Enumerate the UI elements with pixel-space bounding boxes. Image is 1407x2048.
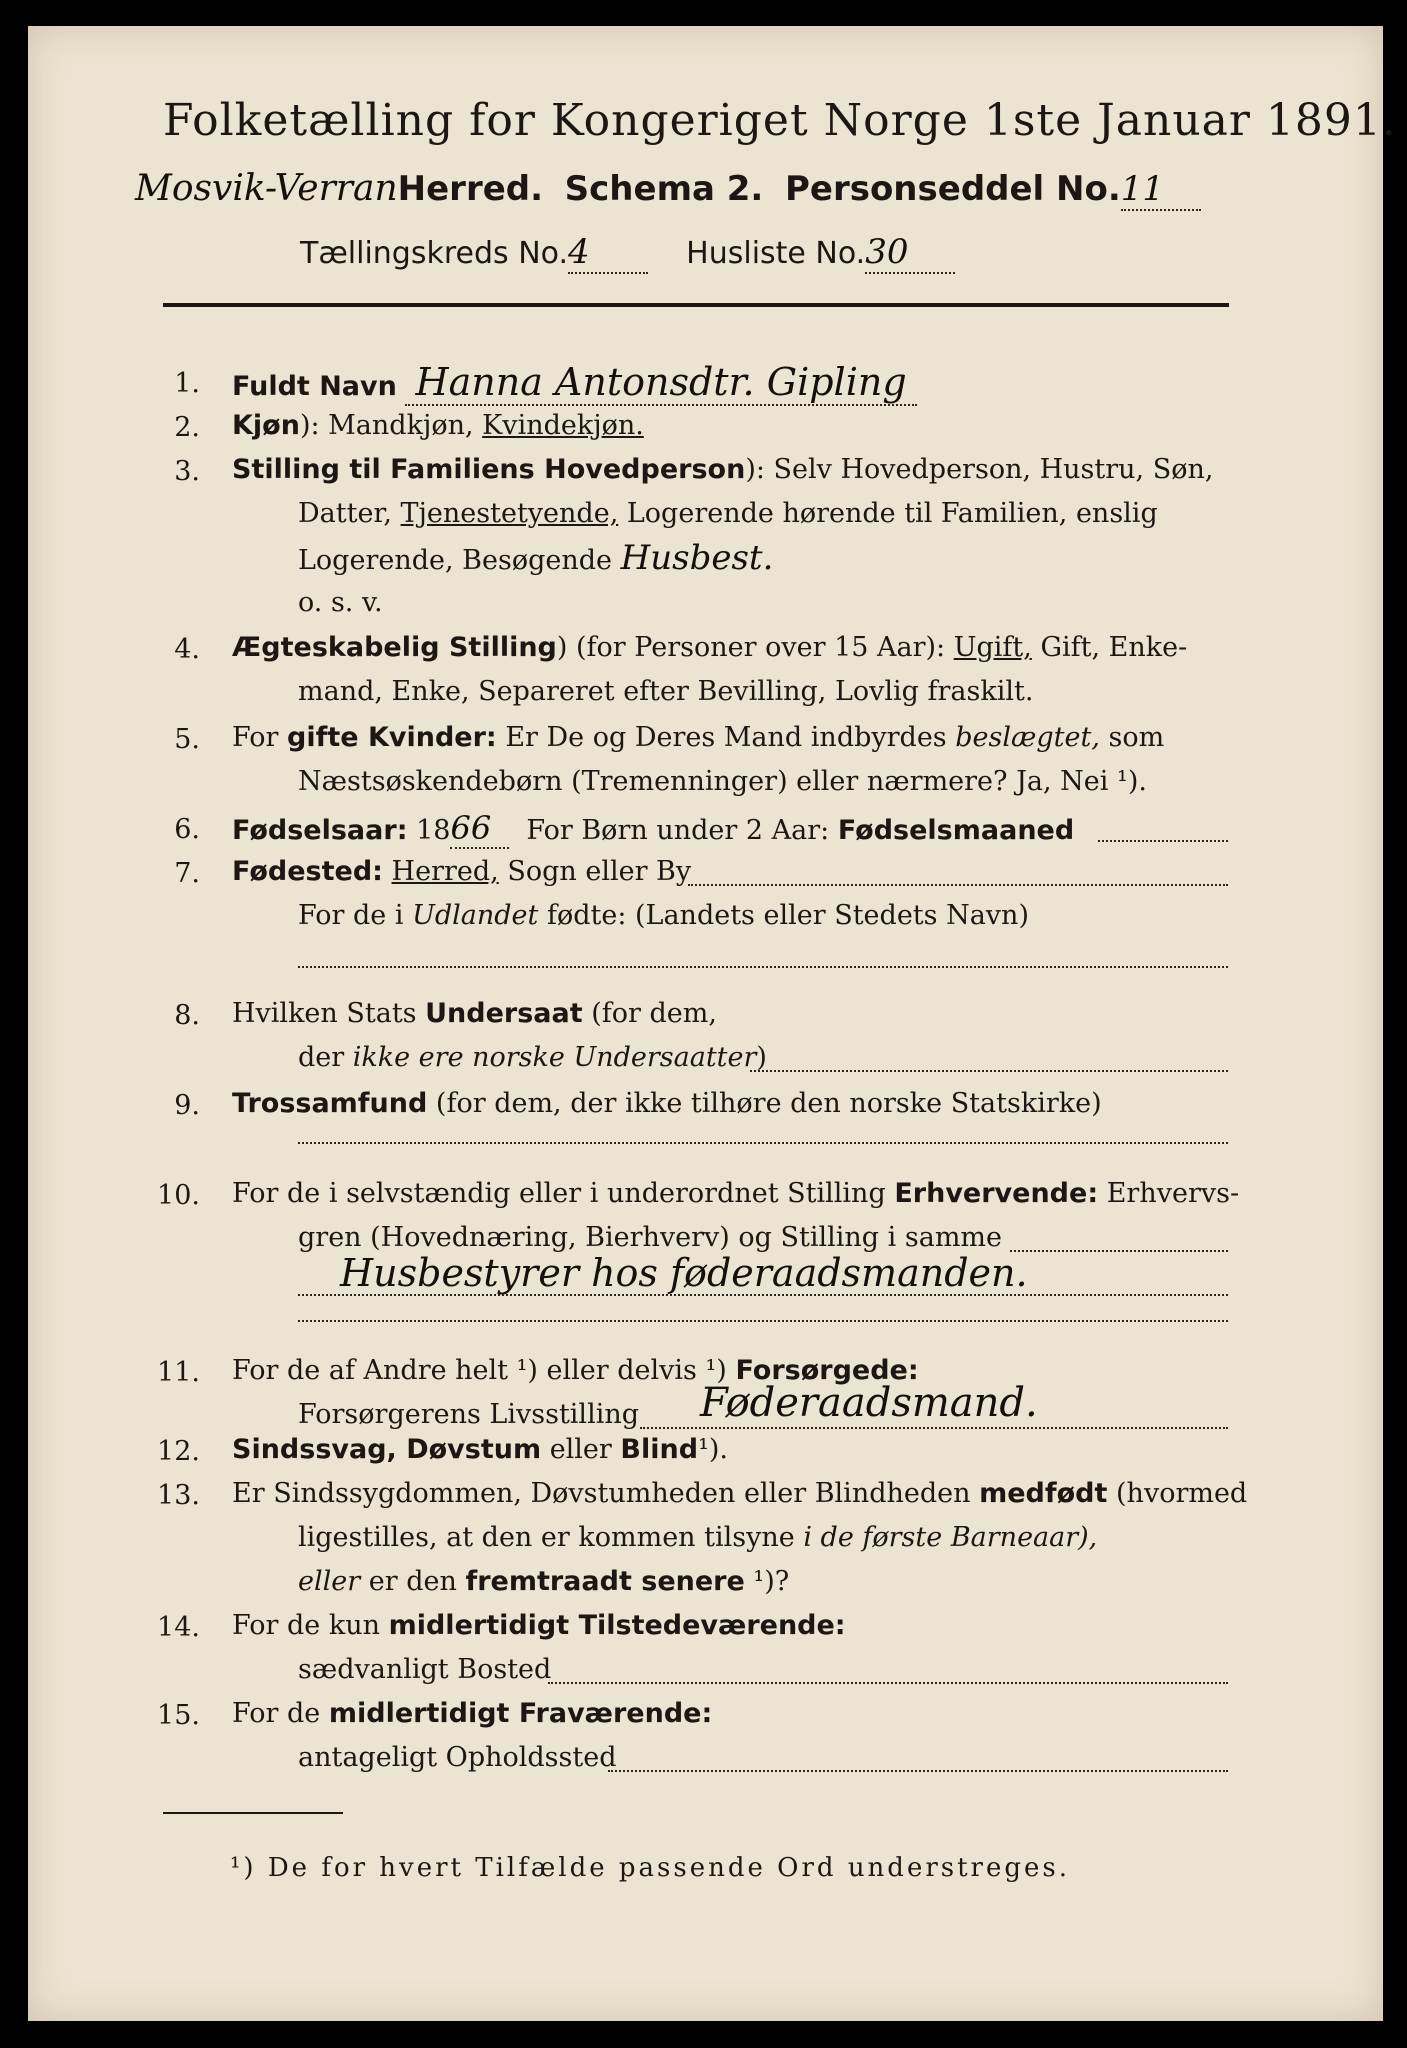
- field-text: eller: [549, 1434, 612, 1465]
- field-text: (for dem,: [591, 998, 717, 1029]
- item-number: 4.: [174, 634, 200, 665]
- item-congenital-line3: [298, 1562, 789, 1602]
- footnote: ¹) De for hvert Tilfælde passende Ord understreges.: [230, 1853, 1071, 1883]
- field-text: For de i: [298, 900, 404, 931]
- field-label: gifte Kvinder:: [287, 722, 497, 753]
- dotted-fill-line: [1010, 1250, 1228, 1252]
- item-married-women: [232, 718, 1164, 758]
- field-label: Sindssvag, Døvstum: [232, 1434, 542, 1465]
- field-text: Er Sindssygdommen, Døvstumheden eller Blindheden: [232, 1478, 971, 1509]
- field-text: For de kun: [232, 1610, 380, 1641]
- item-number: 15.: [157, 1700, 200, 1731]
- dotted-fill-line: [688, 884, 1228, 886]
- field-text: (for dem, der ikke tilhøre den norske Statskirke): [435, 1088, 1102, 1119]
- field-label: Fødselsaar:: [232, 815, 408, 846]
- header-rule: [163, 303, 1229, 307]
- field-label: Fødested:: [232, 856, 383, 887]
- field-text: ): Selv Hovedperson, Hustru, Søn,: [745, 454, 1214, 485]
- field-text: Næstsøskendebørn (Tremenninger) eller nærmere? Ja, Nei ¹).: [298, 766, 1147, 797]
- field-text: gren (Hovednæring, Bierhverv) og Stilling i samme: [298, 1222, 1003, 1253]
- field-text: Logerende hørende til Familien, enslig: [626, 498, 1158, 529]
- field-text: For: [232, 722, 279, 753]
- item-number: 8.: [174, 1000, 200, 1031]
- field-label: Erhvervende:: [894, 1178, 1099, 1209]
- birth-year-answer: 66: [450, 809, 509, 849]
- field-text: For de: [232, 1698, 321, 1729]
- item-temporary-present: [232, 1606, 846, 1646]
- field-text: ¹).: [698, 1434, 729, 1465]
- field-text: fødte: (Landets eller Stedets Navn): [546, 900, 1029, 931]
- item-birthplace: [232, 852, 691, 892]
- item-number: 7.: [174, 858, 200, 889]
- dotted-fill-line: [298, 1294, 1228, 1296]
- item-congenital: [232, 1474, 1247, 1514]
- item-citizenship: [232, 994, 717, 1034]
- herred-handwritten: Mosvik-Verran: [135, 168, 398, 209]
- underlined-choice: Tjenestetyende,: [400, 498, 619, 529]
- occupation-answer: Husbestyrer hos føderaadsmanden.: [340, 1251, 1028, 1295]
- field-text: Er De og Deres Mand indbyrdes: [505, 722, 947, 753]
- field-text: der: [298, 1042, 345, 1073]
- field-text: For de af Andre helt ¹) eller delvis ¹): [232, 1355, 727, 1386]
- field-text-italic: eller: [298, 1566, 361, 1597]
- field-text: antageligt Opholdssted: [298, 1742, 617, 1773]
- field-text: Gift, Enke-: [1040, 632, 1188, 663]
- field-text: Logerende, Besøgende: [298, 545, 612, 576]
- item-family-position-line3: [298, 538, 773, 581]
- field-label: Kjøn: [232, 410, 300, 441]
- kreds-line: [300, 232, 955, 274]
- field-text: Forsørgerens Livsstilling: [298, 1399, 640, 1430]
- item-marital-status: [232, 628, 1187, 668]
- dotted-fill-line: [1098, 840, 1228, 842]
- field-text: sædvanligt Bosted: [298, 1654, 552, 1685]
- dotted-fill-line: [298, 1142, 1228, 1144]
- item-family-position-line2: [298, 494, 1158, 534]
- field-text-italic: i de første Barneaar),: [803, 1522, 1098, 1553]
- field-text: (hvormed: [1116, 1478, 1248, 1509]
- item-number: 12.: [157, 1436, 200, 1467]
- husliste-number: 30: [865, 232, 955, 274]
- field-label: Undersaat: [425, 998, 583, 1029]
- field-text: ) (for Personer over 15 Aar):: [556, 632, 946, 663]
- field-label: Ægteskabelig Stilling: [232, 632, 557, 663]
- field-text: Sogn eller By: [507, 856, 692, 887]
- husliste-label: Husliste No.: [686, 236, 866, 271]
- item-number: 10.: [157, 1180, 200, 1211]
- item-number: 3.: [174, 456, 200, 487]
- field-text: Erhvervs-: [1106, 1178, 1240, 1209]
- field-text-italic: beslægtet,: [955, 722, 1100, 753]
- field-text: Datter,: [298, 498, 392, 529]
- dotted-fill-line: [298, 966, 1228, 968]
- item-number: 11.: [157, 1357, 200, 1388]
- item-number: 13.: [157, 1480, 200, 1511]
- field-label: Fødselsmaaned: [837, 815, 1075, 846]
- item-birthplace-line2: [298, 896, 1029, 936]
- field-text: For Børn under 2 Aar:: [526, 815, 830, 846]
- personseddel-number: 11: [1121, 169, 1201, 211]
- field-text: mand, Enke, Separeret efter Bevilling, Lovlig fraskilt.: [298, 676, 1034, 707]
- item-number: 9.: [174, 1090, 200, 1121]
- field-label: midlertidigt Fraværende:: [328, 1698, 713, 1729]
- field-label: Forsørgede:: [735, 1355, 919, 1386]
- underlined-choice: Ugift,: [953, 632, 1032, 663]
- personseddel-label: Personseddel No.: [784, 169, 1121, 209]
- field-label: medfødt: [979, 1478, 1108, 1509]
- field-label: Stilling til Familiens Hovedperson: [232, 454, 746, 485]
- family-position-answer: Husbest.: [620, 538, 774, 578]
- item-occupation: [232, 1174, 1239, 1214]
- form-title: Folketælling for Kongeriget Norge 1ste Januar 1891.: [163, 95, 1397, 146]
- underlined-choice: Herred,: [391, 856, 499, 887]
- dotted-fill-line: [750, 1070, 1228, 1072]
- item-disability: [232, 1430, 728, 1470]
- kreds-number: 4: [568, 232, 648, 274]
- item-number: 1.: [174, 368, 200, 399]
- herred-line: [135, 168, 1201, 211]
- field-label: midlertidigt Tilstedeværende:: [388, 1610, 846, 1641]
- field-text: Hvilken Stats: [232, 998, 417, 1029]
- schema-label: Schema 2.: [564, 169, 764, 209]
- field-label: Blind: [620, 1434, 699, 1465]
- field-label: Fuldt Navn: [232, 371, 397, 402]
- field-text-italic: ikke ere norske Undersaatter: [352, 1042, 757, 1073]
- field-text: ): Mandkjøn,: [299, 410, 474, 441]
- item-number: 6.: [174, 814, 200, 845]
- item-number: 14.: [157, 1612, 200, 1643]
- item-full-name: [232, 362, 1227, 407]
- item-citizenship-line2: der ikke ere norske Undersaatter): [298, 1042, 767, 1073]
- field-text: som: [1108, 722, 1165, 753]
- field-text: o. s. v.: [298, 587, 383, 618]
- name-answer: Hanna Antonsdtr. Gipling: [405, 360, 916, 406]
- dotted-fill-line: [548, 1682, 1228, 1684]
- field-label: Trossamfund: [232, 1088, 428, 1119]
- field-text: ligestilles, at den er kommen tilsyne: [298, 1522, 795, 1553]
- item-number: 5.: [174, 724, 200, 755]
- herred-label: Herred.: [397, 169, 544, 209]
- item-birth-year: [232, 808, 1074, 851]
- field-text: ¹)?: [753, 1566, 790, 1597]
- kreds-label: Tællingskreds No.: [300, 236, 568, 271]
- field-text: For de i selvstændig eller i underordnet Stilling: [232, 1178, 886, 1209]
- item-sex: [232, 406, 644, 446]
- field-text: er den: [368, 1566, 457, 1597]
- item-number: 2.: [174, 412, 200, 443]
- year-prefix: 18: [416, 815, 451, 846]
- dotted-fill-line: [298, 1320, 1228, 1322]
- dotted-fill-line: [608, 1770, 1228, 1772]
- underlined-choice: Kvindekjøn.: [482, 410, 644, 441]
- item-temporary-absent: [232, 1694, 712, 1734]
- field-label: fremtraadt senere: [465, 1566, 745, 1597]
- item-congenital-line2: [298, 1518, 1097, 1558]
- item-family-position: [232, 450, 1213, 490]
- field-text-italic: Udlandet: [412, 900, 539, 931]
- supporter-answer: Føderaadsmand.: [700, 1380, 1038, 1426]
- item-supported-line2: [298, 1395, 639, 1435]
- item-religion: [232, 1084, 1102, 1124]
- footnote-rule: [163, 1812, 343, 1814]
